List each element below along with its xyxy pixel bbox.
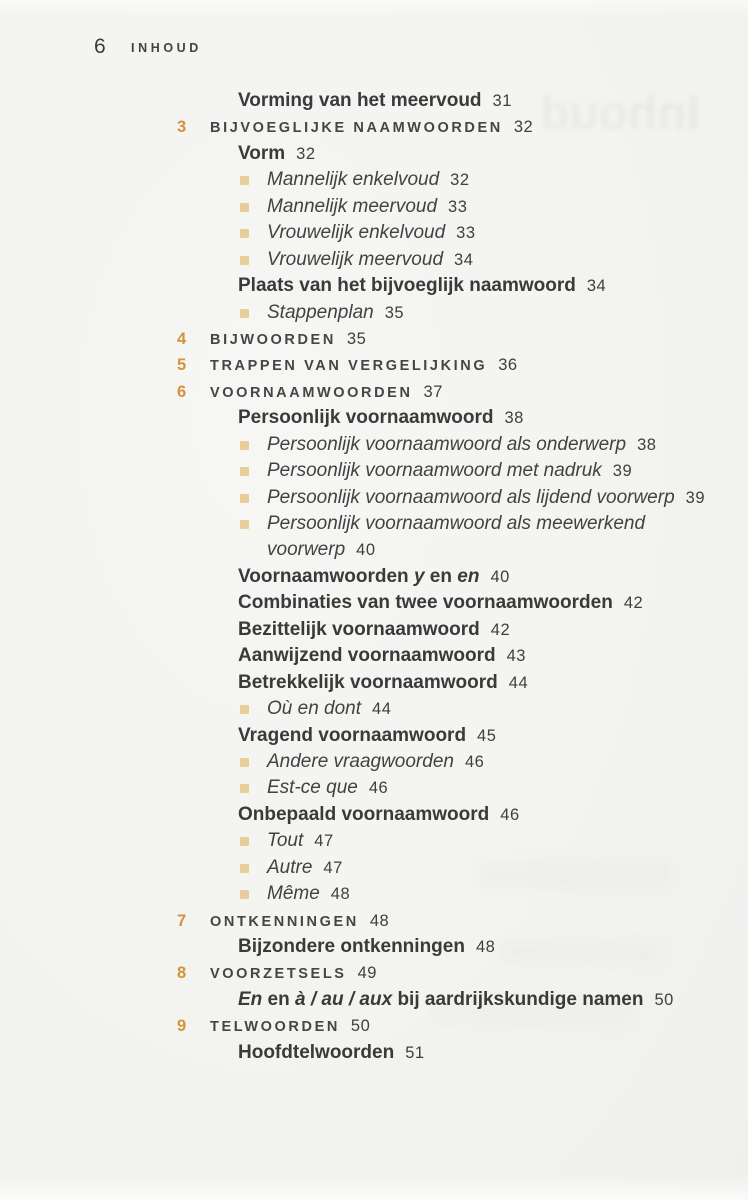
- bullet-square-icon: [240, 494, 249, 503]
- toc-entry: [0, 114, 748, 140]
- toc-entry-page: 47: [314, 832, 334, 851]
- toc-entry: [0, 379, 748, 405]
- toc-entry-page: 37: [423, 382, 443, 401]
- toc-entry-label: Persoonlijk voornaamwoord als lijdend voorwerp: [267, 486, 675, 508]
- toc-entry-page: 50: [654, 990, 674, 1009]
- toc-entry-page: 48: [475, 938, 496, 956]
- toc-entry: [0, 167, 748, 193]
- toc-entry: [0, 670, 748, 696]
- toc-entry-page: 51: [405, 1043, 425, 1062]
- toc-entry: [0, 564, 748, 590]
- bullet-square-icon: [240, 520, 249, 529]
- toc-entry: [0, 908, 748, 934]
- toc-entry-label: voorwerp: [267, 539, 346, 561]
- bullet-square-icon: [240, 229, 249, 238]
- toc-entry-page: 42: [623, 594, 644, 613]
- bullet-square-icon: [240, 203, 249, 212]
- toc-entry-label: Persoonlijk voornaamwoord: [238, 407, 494, 429]
- toc-entry-page: 48: [369, 911, 390, 930]
- chapter-number: 9: [177, 1017, 187, 1036]
- toc-entry: [0, 617, 748, 643]
- toc-entry-label: Stappenplan: [267, 301, 374, 323]
- toc-entry: [0, 1013, 748, 1039]
- toc-entry-page: 46: [500, 805, 520, 824]
- toc-entry-page: 44: [508, 673, 529, 692]
- toc-entry-page: 44: [372, 700, 392, 719]
- toc-entry: [0, 326, 748, 352]
- bullet-square-icon: [240, 309, 249, 318]
- toc-entry-label: Mannelijk enkelvoud: [267, 169, 440, 191]
- toc-entry: [0, 881, 748, 907]
- toc-entry-label: TRAPPEN VAN VERGELIJKING: [210, 358, 488, 375]
- toc-entry-page: 35: [384, 303, 405, 322]
- toc-entry: [0, 458, 748, 484]
- toc-list: [0, 88, 748, 1066]
- toc-entry: [0, 696, 748, 722]
- toc-entry: [0, 220, 748, 246]
- toc-entry-page: 39: [612, 462, 633, 481]
- page-edge-highlight-bottom: [0, 1174, 748, 1200]
- toc-entry-page: 32: [513, 118, 534, 137]
- toc-entry: [0, 88, 748, 114]
- toc-entry: [0, 775, 748, 801]
- toc-entry-label: Persoonlijk voornaamwoord als meewerkend: [267, 513, 646, 534]
- toc-entry-page: 46: [464, 752, 485, 771]
- chapter-number: 8: [177, 964, 187, 983]
- chapter-number: 4: [177, 329, 187, 348]
- toc-entry-page: 40: [356, 541, 376, 560]
- toc-entry: [0, 987, 748, 1013]
- bullet-square-icon: [240, 837, 249, 846]
- toc-entry: [0, 273, 748, 299]
- toc-entry-label: Même: [267, 883, 320, 905]
- toc-entry-page: 33: [456, 224, 476, 243]
- toc-entry-page: 34: [454, 250, 474, 269]
- toc-entry: [0, 194, 748, 220]
- toc-entry-label: ONTKENNINGEN: [210, 913, 359, 930]
- toc-entry-page: 38: [504, 409, 524, 428]
- toc-entry-label: Combinaties van twee voornaamwoorden: [238, 592, 613, 614]
- toc-entry-label: VOORZETSELS: [210, 966, 347, 983]
- toc-entry-label: Autre: [267, 856, 313, 878]
- running-header-label: INHOUD: [131, 41, 202, 55]
- toc-entry-page: 32: [296, 144, 316, 163]
- toc-entry-page: 49: [357, 964, 377, 983]
- toc-entry: [0, 934, 748, 960]
- chapter-number: 5: [177, 356, 187, 375]
- toc-entry-label: BIJVOEGLIJKE NAAMWOORDEN: [210, 120, 503, 137]
- toc-entry: [0, 537, 748, 563]
- toc-entry-label: Vorming van het meervoud: [238, 90, 482, 111]
- toc-entry: [0, 723, 748, 749]
- toc-entry: [0, 828, 748, 854]
- bullet-square-icon: [240, 758, 249, 767]
- bullet-square-icon: [240, 784, 249, 793]
- toc-entry: [0, 960, 748, 986]
- toc-entry-label: Mannelijk meervoud: [267, 195, 438, 217]
- toc-entry: [0, 511, 748, 537]
- toc-entry-label: Vragend voornaamwoord: [238, 724, 467, 746]
- bullet-square-icon: [240, 890, 249, 899]
- toc-entry-page: 33: [448, 197, 468, 216]
- toc-entry-page: 47: [323, 858, 343, 877]
- toc-entry-label: Onbepaald voornaamwoord: [238, 803, 490, 825]
- toc-entry-label: Persoonlijk voornaamwoord met nadruk: [267, 460, 602, 482]
- toc-entry: [0, 432, 748, 458]
- folio-page-number: 6: [94, 35, 106, 58]
- toc-entry: [0, 352, 748, 378]
- toc-entry: [0, 300, 748, 326]
- toc-entry-label: BIJWOORDEN: [210, 331, 336, 348]
- toc-entry: [0, 643, 748, 669]
- toc-entry-label: Betrekkelijk voornaamwoord: [238, 671, 498, 693]
- toc-entry-label: Est-ce que: [267, 777, 358, 799]
- toc-entry-label: Tout: [267, 830, 304, 852]
- bullet-square-icon: [240, 441, 249, 450]
- bullet-square-icon: [240, 256, 249, 265]
- toc-entry: [0, 802, 748, 828]
- chapter-number: 7: [177, 911, 187, 930]
- toc-entry-page: 40: [490, 567, 510, 586]
- toc-entry-label: Voornaamwoorden y en en: [238, 565, 480, 587]
- toc-entry-page: 45: [477, 726, 497, 745]
- toc-entry: [0, 749, 748, 775]
- page-showthrough-text: Inhoud: [540, 87, 700, 140]
- chapter-number: 6: [177, 382, 187, 401]
- toc-entry-label: En en à / au / aux bij aardrijkskundige namen: [238, 988, 644, 1010]
- toc-entry-label: TELWOORDEN: [210, 1019, 340, 1036]
- toc-entry-page: 35: [346, 329, 367, 348]
- toc-entry-page: 43: [506, 647, 526, 666]
- running-header: [0, 34, 748, 64]
- bullet-square-icon: [240, 467, 249, 476]
- toc-entry: [0, 141, 748, 167]
- toc-entry-page: 48: [330, 885, 351, 904]
- toc-entry-page: 39: [685, 488, 706, 507]
- bullet-square-icon: [240, 705, 249, 714]
- toc-entry-label: Plaats van het bijvoeglijk naamwoord: [238, 275, 576, 297]
- toc-entry-page: 34: [586, 277, 607, 296]
- toc-entry-page: 32: [450, 171, 470, 190]
- toc-entry-label: Bezittelijk voornaamwoord: [238, 618, 480, 640]
- toc-entry-page: 36: [498, 356, 518, 375]
- toc-entry-label: VOORNAAMWOORDEN: [210, 384, 413, 401]
- toc-entry-page: 31: [492, 92, 512, 110]
- toc-entry: [0, 405, 748, 431]
- toc-entry-page: 46: [368, 779, 389, 798]
- toc-entry-label: Vrouwelijk enkelvoud: [267, 222, 446, 244]
- toc-entry-label: Vrouwelijk meervoud: [267, 248, 444, 270]
- toc-entry-label: Hoofdtelwoorden: [238, 1041, 395, 1063]
- toc-entry: [0, 247, 748, 273]
- chapter-number: 3: [177, 118, 187, 137]
- toc-entry: [0, 855, 748, 881]
- toc-entry: [0, 1040, 748, 1066]
- toc-entry-label: Bijzondere ontkenningen: [238, 936, 465, 957]
- bullet-square-icon: [240, 864, 249, 873]
- toc-entry: [0, 485, 748, 511]
- toc-entry: [0, 590, 748, 616]
- toc-entry-page: 42: [490, 620, 511, 639]
- toc-entry-label: Aanwijzend voornaamwoord: [238, 645, 496, 667]
- toc-entry-label: Persoonlijk voornaamwoord als onderwerp: [267, 433, 627, 455]
- bullet-square-icon: [240, 176, 249, 185]
- toc-entry-label: Où en dont: [267, 698, 362, 720]
- page-edge-highlight-top: [0, 0, 748, 18]
- toc-entry-page: 50: [350, 1017, 371, 1036]
- toc-entry-page: 38: [637, 435, 657, 454]
- toc-entry-label: Vorm: [238, 142, 286, 164]
- toc-entry-label: Andere vraagwoorden: [267, 750, 454, 772]
